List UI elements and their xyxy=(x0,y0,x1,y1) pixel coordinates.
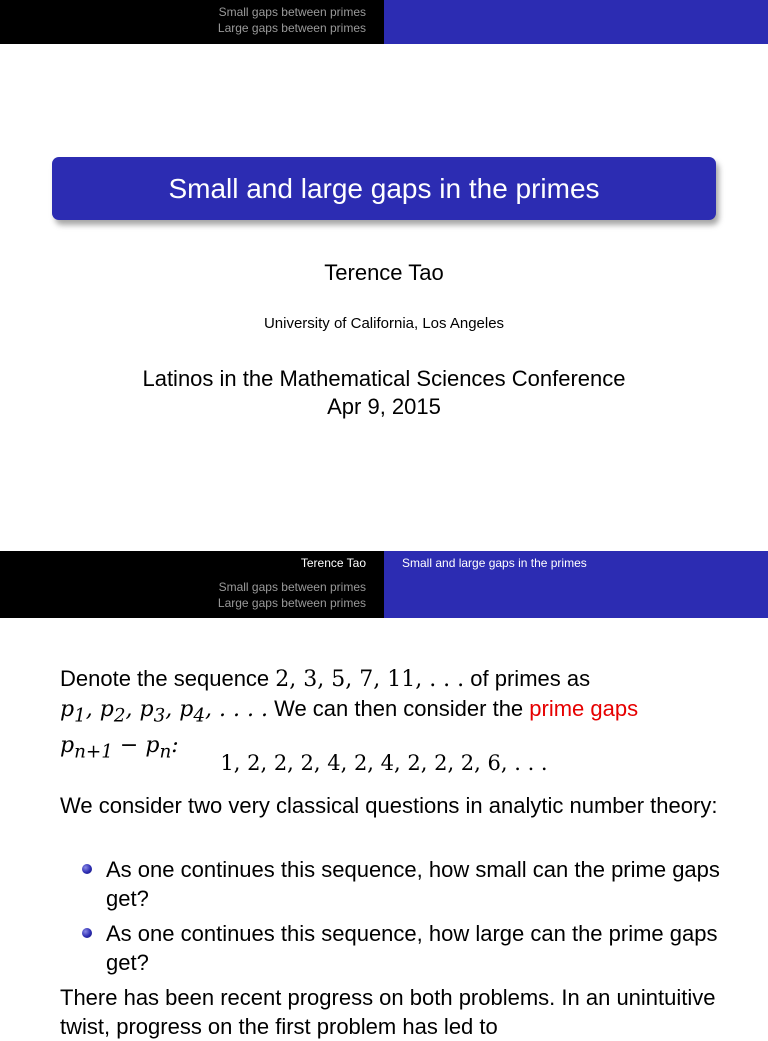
definition-text-c: We can then consider the xyxy=(267,696,530,721)
conference-name: Latinos in the Mathematical Sciences Conference xyxy=(142,366,626,391)
page-title: Small and large gaps in the primes xyxy=(168,173,600,204)
header2-blue-panel xyxy=(384,576,768,618)
definition-line-1 xyxy=(60,664,740,694)
prime-gaps-highlight: prime gaps xyxy=(529,696,639,721)
definition-line-2 xyxy=(60,694,740,730)
talk-date: Apr 9, 2015 xyxy=(327,394,441,419)
nav-large-gaps[interactable]: Large gaps between primes xyxy=(217,21,366,35)
bullet-ball-icon xyxy=(82,864,92,874)
slide1-header xyxy=(0,0,768,44)
bullet-text: As one continues this sequence, how large can the prime gaps get? xyxy=(106,921,718,975)
question-list xyxy=(60,855,740,977)
list-item xyxy=(60,919,740,977)
nav2-large-gaps[interactable]: Large gaps between primes xyxy=(217,596,366,610)
bullet-ball-icon xyxy=(82,928,92,938)
institution: University of California, Los Angeles xyxy=(263,315,505,332)
definition-text-b: of primes as xyxy=(464,666,591,691)
header-blue-panel xyxy=(384,0,768,44)
gap-sequence: 1, 2, 2, 2, 4, 2, 4, 2, 2, 2, 6, . . . xyxy=(220,751,548,775)
footer-author: Terence Tao xyxy=(300,556,366,570)
bullet-text: As one continues this sequence, how small can the prime gaps get? xyxy=(106,857,720,911)
slide1-footer xyxy=(0,551,768,576)
nav-small-gaps[interactable]: Small gaps between primes xyxy=(218,5,366,19)
prime-index-notation: $p_1$, $p_2$, $p_3$, $p_4$, . . . . xyxy=(60,697,268,727)
slide2-header xyxy=(0,576,768,618)
footer-title: Small and large gaps in the primes xyxy=(402,556,587,570)
paragraph-questions: We consider two very classical questions in analytic number theory: xyxy=(60,793,718,818)
title-box xyxy=(52,157,716,220)
author-name: Terence Tao xyxy=(324,260,444,285)
nav2-small-gaps[interactable]: Small gaps between primes xyxy=(218,580,366,594)
list-item xyxy=(60,855,740,913)
paragraph-progress: There has been recent progress on both problems. In an unintuitive twist, progress on the first problem has led to xyxy=(60,985,716,1039)
prime-sequence: 2, 3, 5, 7, 11, . . . xyxy=(275,667,465,692)
definition-text-a: Denote the sequence xyxy=(60,666,276,691)
gap-formula: $p_{n+1} - p_n$: xyxy=(60,733,179,763)
